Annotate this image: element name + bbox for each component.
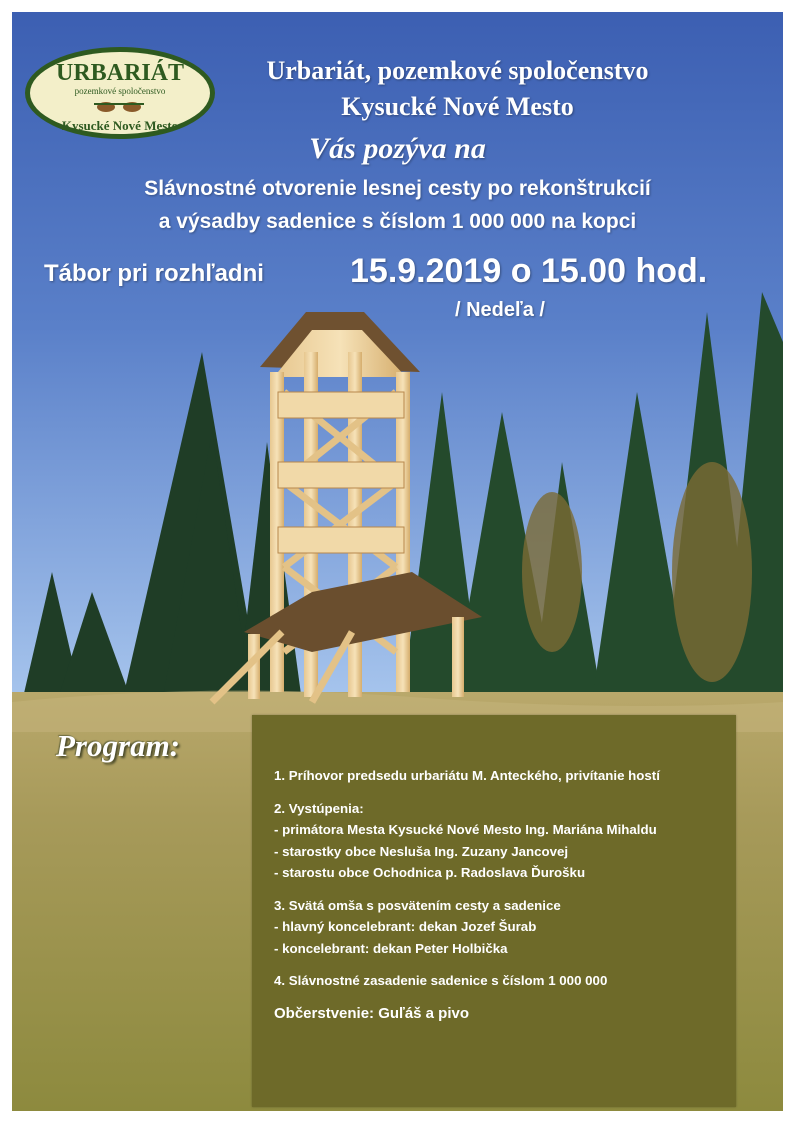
- program-line: - primátora Mesta Kysucké Nové Mesto Ing. Mariána Mihaldu: [274, 822, 657, 837]
- program-list: [274, 765, 734, 1024]
- event-place: Tábor pri rozhľadni: [44, 260, 264, 287]
- program-line: 3. Svätá omša s posvätením cesty a sadenice: [274, 897, 561, 913]
- program-item-1: [274, 765, 734, 787]
- logo-title: URBARIÁT: [55, 60, 185, 86]
- program-line: - hlavný koncelebrant: dekan Jozef Šurab: [274, 919, 537, 934]
- organization-city: Kysucké Nové Mesto: [341, 92, 574, 121]
- program-title: Program:: [56, 728, 180, 763]
- program-box: [252, 715, 736, 1107]
- program-line: - starostky obce Nesluša Ing. Zuzany Jancovej: [274, 843, 569, 859]
- program-item-2: [274, 798, 734, 884]
- program-item-3: [274, 895, 734, 960]
- program-line: 2. Vystúpenia:: [274, 800, 364, 816]
- program-line: - koncelebrant: dekan Peter Holbička: [274, 940, 508, 956]
- program-item-4: [274, 970, 734, 992]
- event-title-line1: Slávnostné otvorenie lesnej cesty po rekonštrukcií: [144, 177, 651, 200]
- poster: [12, 12, 783, 1111]
- program-line: - starostu obce Ochodnica p. Radoslava Ďurošku: [274, 865, 586, 880]
- logo-city: Kysucké Nové Mesto: [61, 118, 179, 133]
- organization-name: Urbariát, pozemkové spoločenstvo: [266, 56, 649, 85]
- logo-subtitle: pozemkové spoločenstvo: [74, 86, 166, 96]
- event-datetime: 15.9.2019 o 15.00 hod.: [350, 252, 708, 290]
- event-title-line2: a výsadby sadenice s číslom 1 000 000 na kopci: [158, 210, 637, 233]
- invitation-heading: Vás pozýva na: [309, 132, 486, 165]
- refreshment-note: Občerstvenie: Guľáš a pivo: [274, 1004, 470, 1022]
- event-weekday: / Nedeľa /: [455, 299, 545, 321]
- program-line: 4. Slávnostné zasadenie sadenice s číslom 1 000 000: [274, 973, 608, 988]
- program-line: 1. Príhovor predsedu urbariátu M. Anteckého, privítanie hostí: [274, 768, 660, 783]
